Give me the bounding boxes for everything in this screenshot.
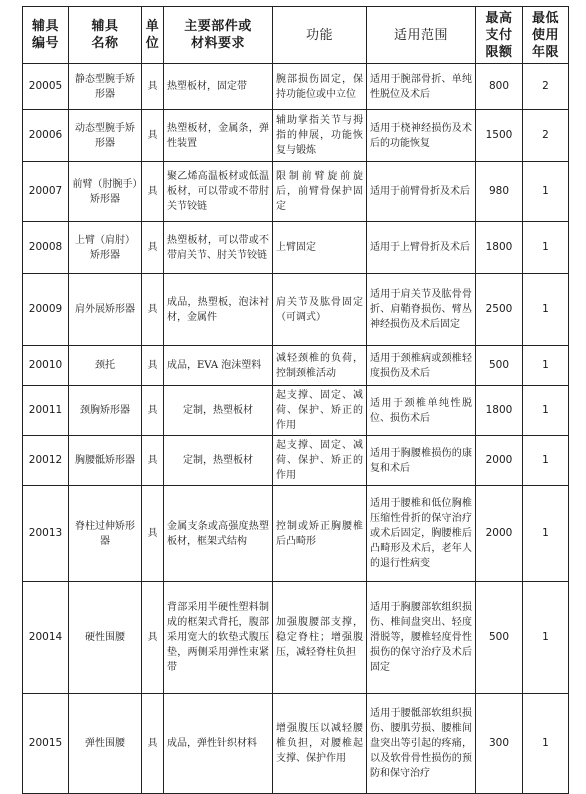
equipment-table	[22, 6, 569, 794]
cell-years: 1	[523, 274, 569, 346]
cell-years: 1	[523, 386, 569, 436]
cell-scope: 适用于颈椎单纯性脱位、损伤术后	[367, 386, 476, 436]
table-row	[23, 694, 569, 794]
cell-price: 2000	[476, 436, 523, 486]
cell-material: 成品，弹性针织材料	[164, 694, 273, 794]
table-row	[23, 110, 569, 162]
table-row	[23, 162, 569, 222]
header-scope: 适用范围	[367, 7, 476, 64]
cell-unit: 具	[142, 486, 164, 582]
cell-price: 1800	[476, 386, 523, 436]
table-row	[23, 222, 569, 274]
cell-name: 静态型腕手矫形器	[69, 64, 142, 110]
cell-function: 减轻颈椎的负荷，控制颈椎活动	[273, 346, 367, 386]
header-material: 主要部件或 材料要求	[164, 7, 273, 64]
header-price: 最高 支付 限额	[476, 7, 523, 64]
cell-material: 热塑板材，可以带或不带肩关节、肘关节铰链	[164, 222, 273, 274]
cell-price: 980	[476, 162, 523, 222]
cell-material: 定制，热塑板材	[164, 436, 273, 486]
header-function: 功能	[273, 7, 367, 64]
cell-name: 前臂（肘腕手）矫形器	[69, 162, 142, 222]
cell-function: 起支撑、固定、减荷、保护、矫正的作用	[273, 386, 367, 436]
cell-code: 20012	[23, 436, 69, 486]
table-row	[23, 386, 569, 436]
table-row	[23, 64, 569, 110]
cell-name: 颈托	[69, 346, 142, 386]
cell-years: 1	[523, 346, 569, 386]
cell-name: 肩外展矫形器	[69, 274, 142, 346]
cell-function: 控制或矫正胸腰椎后凸畸形	[273, 486, 367, 582]
table-row	[23, 582, 569, 694]
header-years: 最低 使用 年限	[523, 7, 569, 64]
cell-years: 2	[523, 64, 569, 110]
cell-material: 背部采用半硬性塑料制成的框架式背托，腹部采用宽大的软垫式腹压垫，两侧采用弹性束紧带	[164, 582, 273, 694]
cell-price: 500	[476, 346, 523, 386]
cell-name: 颈胸矫形器	[69, 386, 142, 436]
cell-material: 定制，热塑板材	[164, 386, 273, 436]
cell-unit: 具	[142, 436, 164, 486]
cell-code: 20005	[23, 64, 69, 110]
cell-unit: 具	[142, 110, 164, 162]
cell-scope: 适用于胸腰椎损伤的康复和术后	[367, 436, 476, 486]
cell-code: 20009	[23, 274, 69, 346]
cell-scope: 适用于腰骶部软组织损伤、腰肌劳损、腰椎间盘突出等引起的疼痛，以及软骨骨性损伤的预防和保守治疗	[367, 694, 476, 794]
cell-code: 20006	[23, 110, 69, 162]
cell-unit: 具	[142, 162, 164, 222]
cell-scope: 适用于上臂骨折及术后	[367, 222, 476, 274]
cell-unit: 具	[142, 222, 164, 274]
header-name: 辅具 名称	[69, 7, 142, 64]
cell-name: 胸腰骶矫形器	[69, 436, 142, 486]
cell-scope: 适用于颈椎病或颈椎轻度损伤及术后	[367, 346, 476, 386]
cell-scope: 适用于前臂骨折及术后	[367, 162, 476, 222]
cell-scope: 适用于腕部骨折、单纯性脱位及术后	[367, 64, 476, 110]
cell-function: 起支撑、固定、减荷、保护、矫正的作用	[273, 436, 367, 486]
header-row	[23, 7, 569, 64]
cell-material: 金属支条或高强度热塑板材，框架式结构	[164, 486, 273, 582]
cell-name: 弹性围腰	[69, 694, 142, 794]
header-unit: 单 位	[142, 7, 164, 64]
cell-unit: 具	[142, 386, 164, 436]
cell-code: 20013	[23, 486, 69, 582]
cell-code: 20010	[23, 346, 69, 386]
table-row	[23, 486, 569, 582]
cell-function: 加强腹腰部支撑，稳定脊柱；增强腹压，减轻脊柱负担	[273, 582, 367, 694]
cell-function: 辅助掌指关节与拇指的伸展，功能恢复与锻炼	[273, 110, 367, 162]
cell-scope: 适用于肩关节及肱骨骨折、肩鞘脊损伤、臂丛神经损伤及术后固定	[367, 274, 476, 346]
cell-material: 热塑板材，固定带	[164, 64, 273, 110]
cell-years: 1	[523, 486, 569, 582]
cell-price: 300	[476, 694, 523, 794]
cell-code: 20015	[23, 694, 69, 794]
table-row	[23, 346, 569, 386]
table-row	[23, 436, 569, 486]
cell-unit: 具	[142, 694, 164, 794]
cell-scope: 适用于胸腰部软组织损伤、椎间盘突出、轻度滑脱等，腰椎轻度骨性损伤的保守治疗及术后固定	[367, 582, 476, 694]
cell-years: 1	[523, 436, 569, 486]
cell-material: 成品，EVA 泡沫塑料	[164, 346, 273, 386]
cell-price: 2500	[476, 274, 523, 346]
cell-name: 上臂（肩肘）矫形器	[69, 222, 142, 274]
cell-years: 2	[523, 110, 569, 162]
cell-unit: 具	[142, 346, 164, 386]
cell-code: 20014	[23, 582, 69, 694]
header-code: 辅具 编号	[23, 7, 69, 64]
cell-code: 20007	[23, 162, 69, 222]
cell-scope: 适用于桡神经损伤及术后的功能恢复	[367, 110, 476, 162]
cell-years: 1	[523, 582, 569, 694]
cell-function: 增强腹压以减轻腰椎负担，对腰椎起支撑、保护作用	[273, 694, 367, 794]
cell-name: 脊柱过伸矫形器	[69, 486, 142, 582]
cell-years: 1	[523, 694, 569, 794]
cell-material: 聚乙烯高温板材或低温板材，可以带或不带肘关节铰链	[164, 162, 273, 222]
cell-name: 硬性围腰	[69, 582, 142, 694]
cell-code: 20011	[23, 386, 69, 436]
cell-function: 腕部损伤固定，保持功能位或中立位	[273, 64, 367, 110]
cell-unit: 具	[142, 274, 164, 346]
cell-material: 成品，热塑板，泡沫衬材，金属件	[164, 274, 273, 346]
cell-material: 热塑板材，金属条，弹性装置	[164, 110, 273, 162]
cell-price: 500	[476, 582, 523, 694]
cell-function: 肩关节及肱骨固定（可调式）	[273, 274, 367, 346]
cell-name: 动态型腕手矫形器	[69, 110, 142, 162]
cell-code: 20008	[23, 222, 69, 274]
cell-price: 800	[476, 64, 523, 110]
cell-price: 1500	[476, 110, 523, 162]
cell-function: 限制前臂旋前旋后，前臂骨保护固定	[273, 162, 367, 222]
cell-years: 1	[523, 222, 569, 274]
table-row	[23, 274, 569, 346]
cell-price: 2000	[476, 486, 523, 582]
cell-price: 1800	[476, 222, 523, 274]
cell-unit: 具	[142, 582, 164, 694]
cell-unit: 具	[142, 64, 164, 110]
cell-scope: 适用于腰椎和低位胸椎压缩性骨折的保守治疗或术后固定，胸腰椎后凸畸形及术后，老年人的退行性病变	[367, 486, 476, 582]
cell-years: 1	[523, 162, 569, 222]
cell-function: 上臂固定	[273, 222, 367, 274]
